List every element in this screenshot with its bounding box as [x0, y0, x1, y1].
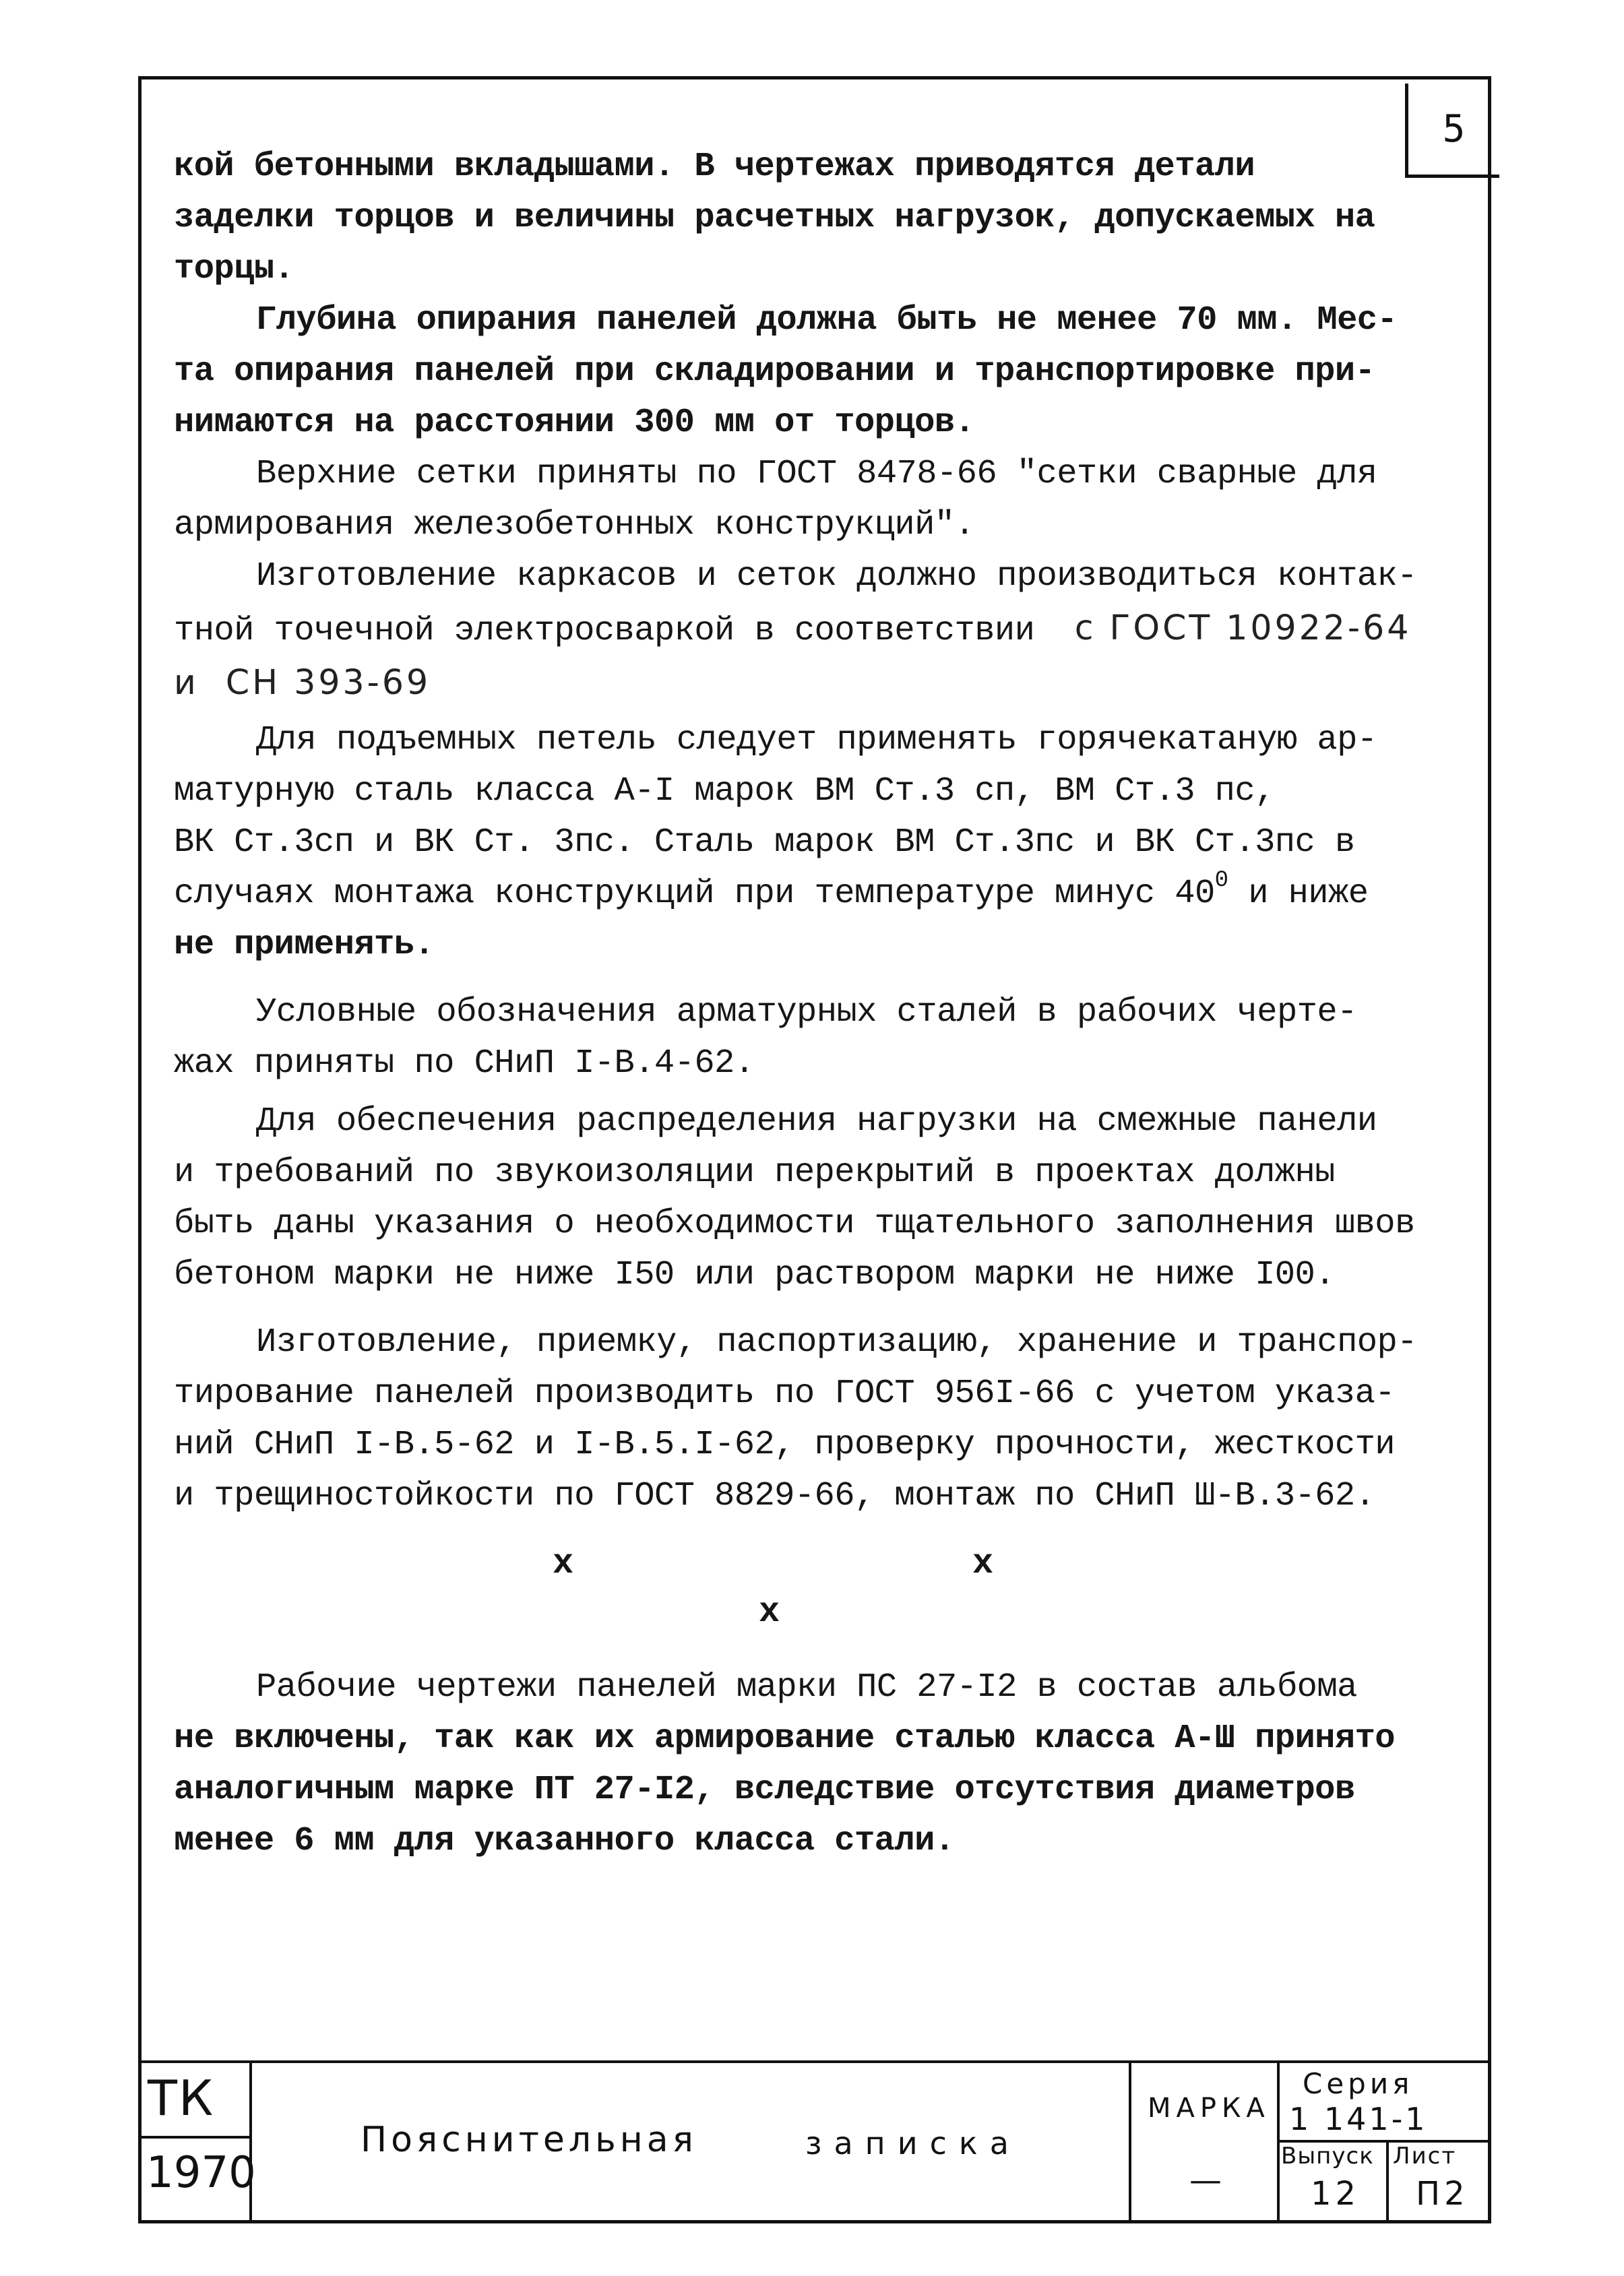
divider — [1386, 2140, 1389, 2223]
list-value: П2 — [1416, 2175, 1469, 2213]
title-block-top-line — [138, 2060, 1491, 2063]
separator-mark: x — [972, 1544, 993, 1583]
text-line: не применять. — [174, 926, 435, 964]
vypusk-value: 12 — [1311, 2175, 1361, 2213]
seria-label: Серия — [1303, 2067, 1414, 2100]
text-line: не включены, так как их армирование сталью класса А-Ш принято — [174, 1719, 1396, 1758]
text-line: быть даны указания о необходимости тщательного заполнения швов — [174, 1205, 1415, 1243]
text-line: менее 6 мм для указанного класса стали. — [174, 1822, 955, 1860]
divider — [1129, 2060, 1131, 2223]
marka-label: МАРКА — [1148, 2093, 1270, 2124]
text-line: и требований по звукоизоляции перекрытий в проектах должны — [174, 1153, 1335, 1192]
text-line: та опирания панелей при складировании и транспортировке при- — [174, 352, 1375, 391]
text-line: жах приняты по СНиП I-В.4-62. — [174, 1044, 755, 1083]
text-line: торцы. — [174, 250, 294, 288]
text-line: тирование панелей производить по ГОСТ 956I-66 с учетом указа- — [174, 1374, 1396, 1413]
text-line: ний СНиП I-В.5-62 и I-В.5.I-62, проверку прочности, жесткости — [174, 1426, 1396, 1464]
title-word: Пояснительная — [361, 2120, 697, 2160]
text-line: Верхние сетки приняты по ГОСТ 8478-66 "сетки сварные для — [256, 455, 1377, 493]
separator-mark: x — [759, 1592, 780, 1632]
text-line: бетоном марки не ниже I50 или раствором марки не ниже I00. — [174, 1256, 1335, 1294]
seria-value: 1 141-1 — [1289, 2101, 1428, 2137]
separator-marks — [174, 1522, 1474, 1662]
year: 1970 — [146, 2148, 256, 2198]
text-fragment: тной точечной электросваркой в соответствии — [174, 612, 1035, 650]
separator-mark: x — [553, 1544, 573, 1583]
text-line: кой бетонными вкладышами. В чертежах приводятся детали — [174, 148, 1255, 186]
title-word: записка — [805, 2125, 1021, 2161]
text-line: заделки торцов и величины расчетных нагрузок, допускаемых на — [174, 199, 1375, 237]
text-line: Изготовление, приемку, паспортизацию, хранение и транспор- — [256, 1323, 1417, 1362]
org-code: ТК — [148, 2070, 215, 2126]
title-block — [138, 2060, 1491, 2223]
text-line: Условные обозначения арматурных сталей в рабочих черте- — [256, 993, 1357, 1032]
handwritten-insert: с ГОСТ 10922-64 — [1074, 608, 1412, 647]
text-line: Рабочие чертежи панелей марки ПС 27-I2 в состав альбома — [256, 1668, 1357, 1707]
text-line: матурную сталь класса А-I марок ВМ Ст.3 сп, ВМ Ст.3 пс, — [174, 772, 1275, 811]
page-number: 5 — [1442, 107, 1466, 151]
text-line — [174, 602, 1474, 657]
divider — [249, 2060, 252, 2223]
text-line: нимаются на расстоянии 300 мм от торцов. — [174, 404, 975, 442]
text-line — [174, 868, 1474, 920]
text-fragment: и ниже — [1228, 875, 1369, 913]
text-line: аналогичным марке ПТ 27-I2, вследствие отсутствия диаметров — [174, 1771, 1355, 1809]
text-line: и трещиностойкости по ГОСТ 8829-66, монтаж по СНиП Ш-В.3-62. — [174, 1477, 1375, 1515]
text-line: Для подъемных петель следует применять горячекатаную ар- — [256, 721, 1377, 759]
text-line: ВК Ст.3сп и ВК Ст. 3пс. Сталь марок ВМ Ст.3пс и ВК Ст.3пс в — [174, 823, 1355, 862]
handwritten-insert: и СН 393-69 — [174, 662, 431, 702]
vypusk-label: Выпуск — [1281, 2143, 1374, 2170]
text-line: армирования железобетонных конструкций". — [174, 506, 975, 544]
text-line: Изготовление каркасов и сеток должно производиться контак- — [256, 557, 1417, 596]
text-line: Глубина опирания панелей должна быть не менее 70 мм. Мес- — [256, 301, 1398, 340]
text-fragment: случаях монтажа конструкций при температуре минус 40 — [174, 875, 1215, 913]
degree-superscript: 0 — [1214, 868, 1228, 893]
divider — [138, 2136, 249, 2139]
text-line: Для обеспечения распределения нагрузки на смежные панели — [256, 1102, 1377, 1141]
marka-value: — — [1189, 2161, 1226, 2199]
list-label: Лист — [1393, 2143, 1457, 2170]
explanatory-text — [174, 141, 1474, 1867]
